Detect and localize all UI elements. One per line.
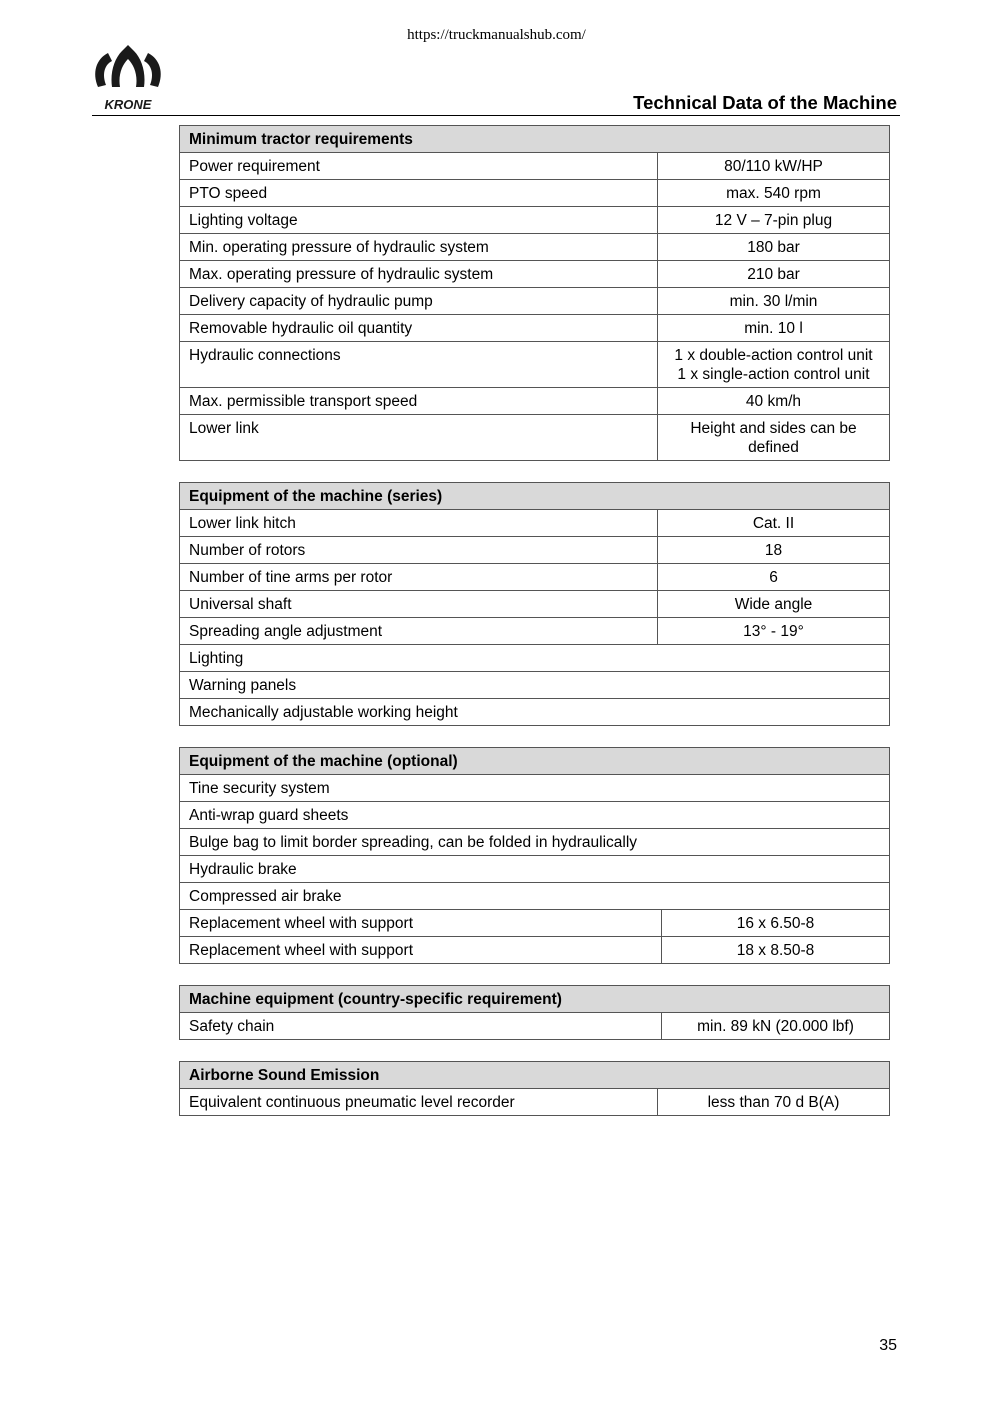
- header-divider: [92, 115, 900, 116]
- row-label: Delivery capacity of hydraulic pump: [180, 288, 658, 315]
- table-row: [180, 564, 890, 591]
- table-title: Machine equipment (country-specific requirement): [180, 986, 890, 1013]
- row-label: Power requirement: [180, 153, 658, 180]
- spec-tables: [179, 125, 890, 1137]
- row-label: Replacement wheel with support: [180, 937, 662, 964]
- row-label: Anti-wrap guard sheets: [180, 802, 890, 829]
- row-label: Max. operating pressure of hydraulic system: [180, 261, 658, 288]
- table-row: [180, 234, 890, 261]
- table-row: [180, 910, 890, 937]
- row-label: Replacement wheel with support: [180, 910, 662, 937]
- table-row: [180, 672, 890, 699]
- table-row: [180, 618, 890, 645]
- logo-text: KRONE: [104, 97, 152, 112]
- row-label: Lower link hitch: [180, 510, 658, 537]
- row-label: Warning panels: [180, 672, 890, 699]
- table-row: [180, 261, 890, 288]
- row-value: Cat. II: [658, 510, 890, 537]
- table-row: [180, 856, 890, 883]
- row-label: Number of tine arms per rotor: [180, 564, 658, 591]
- table-row: [180, 775, 890, 802]
- table-title: Equipment of the machine (series): [180, 483, 890, 510]
- row-label: Number of rotors: [180, 537, 658, 564]
- spec-table: [179, 125, 890, 461]
- table-row: [180, 1089, 890, 1116]
- row-value: 18: [658, 537, 890, 564]
- table-title: Equipment of the machine (optional): [180, 748, 890, 775]
- row-label: Compressed air brake: [180, 883, 890, 910]
- row-value: 180 bar: [658, 234, 890, 261]
- spec-table: [179, 1061, 890, 1116]
- row-value: Height and sides can be defined: [658, 415, 890, 461]
- row-value: 12 V – 7-pin plug: [658, 207, 890, 234]
- table-row: [180, 537, 890, 564]
- row-label: PTO speed: [180, 180, 658, 207]
- row-label: Lower link: [180, 415, 658, 461]
- table-row: [180, 699, 890, 726]
- row-value: [658, 342, 890, 388]
- row-value: max. 540 rpm: [658, 180, 890, 207]
- table-row: [180, 153, 890, 180]
- row-value: min. 30 l/min: [658, 288, 890, 315]
- source-url[interactable]: https://truckmanualshub.com/: [407, 27, 586, 43]
- page-header-title: Technical Data of the Machine: [633, 92, 897, 113]
- row-value: 40 km/h: [658, 388, 890, 415]
- krone-logo: [92, 43, 164, 113]
- row-value-line: 1 x single-action control unit: [677, 366, 870, 383]
- row-value: 80/110 kW/HP: [658, 153, 890, 180]
- krone-crown-icon: [92, 43, 164, 113]
- row-label: Safety chain: [180, 1013, 662, 1040]
- row-label: Bulge bag to limit border spreading, can be folded in hydraulically: [180, 829, 890, 856]
- row-label: Universal shaft: [180, 591, 658, 618]
- table-row: [180, 415, 890, 461]
- table-row: [180, 510, 890, 537]
- row-value: min. 10 l: [658, 315, 890, 342]
- row-value: min. 89 kN (20.000 lbf): [662, 1013, 890, 1040]
- table-row: [180, 388, 890, 415]
- row-label: Tine security system: [180, 775, 890, 802]
- spec-table: [179, 985, 890, 1040]
- page-number: 35: [879, 1337, 897, 1354]
- row-label: Max. permissible transport speed: [180, 388, 658, 415]
- table-row: [180, 645, 890, 672]
- row-value: 210 bar: [658, 261, 890, 288]
- row-value-line: 1 x double-action control unit: [674, 347, 873, 364]
- row-value: less than 70 d B(A): [658, 1089, 890, 1116]
- row-label: Equivalent continuous pneumatic level recorder: [180, 1089, 658, 1116]
- table-row: [180, 591, 890, 618]
- row-label: Mechanically adjustable working height: [180, 699, 890, 726]
- row-label: Lighting voltage: [180, 207, 658, 234]
- spec-table: [179, 747, 890, 964]
- table-row: [180, 315, 890, 342]
- table-row: [180, 937, 890, 964]
- table-row: [180, 180, 890, 207]
- row-label: Lighting: [180, 645, 890, 672]
- row-value: 18 x 8.50-8: [662, 937, 890, 964]
- table-title: Minimum tractor requirements: [180, 126, 890, 153]
- row-label: Hydraulic brake: [180, 856, 890, 883]
- row-label: Removable hydraulic oil quantity: [180, 315, 658, 342]
- row-value: 13° - 19°: [658, 618, 890, 645]
- table-row: [180, 207, 890, 234]
- row-value: 6: [658, 564, 890, 591]
- table-row: [180, 288, 890, 315]
- row-label: Min. operating pressure of hydraulic system: [180, 234, 658, 261]
- table-row: [180, 802, 890, 829]
- row-value: Wide angle: [658, 591, 890, 618]
- table-row: [180, 883, 890, 910]
- table-row: [180, 342, 890, 388]
- table-row: [180, 829, 890, 856]
- table-row: [180, 1013, 890, 1040]
- row-label: Spreading angle adjustment: [180, 618, 658, 645]
- table-title: Airborne Sound Emission: [180, 1062, 890, 1089]
- row-value: 16 x 6.50-8: [662, 910, 890, 937]
- row-label: Hydraulic connections: [180, 342, 658, 388]
- spec-table: [179, 482, 890, 726]
